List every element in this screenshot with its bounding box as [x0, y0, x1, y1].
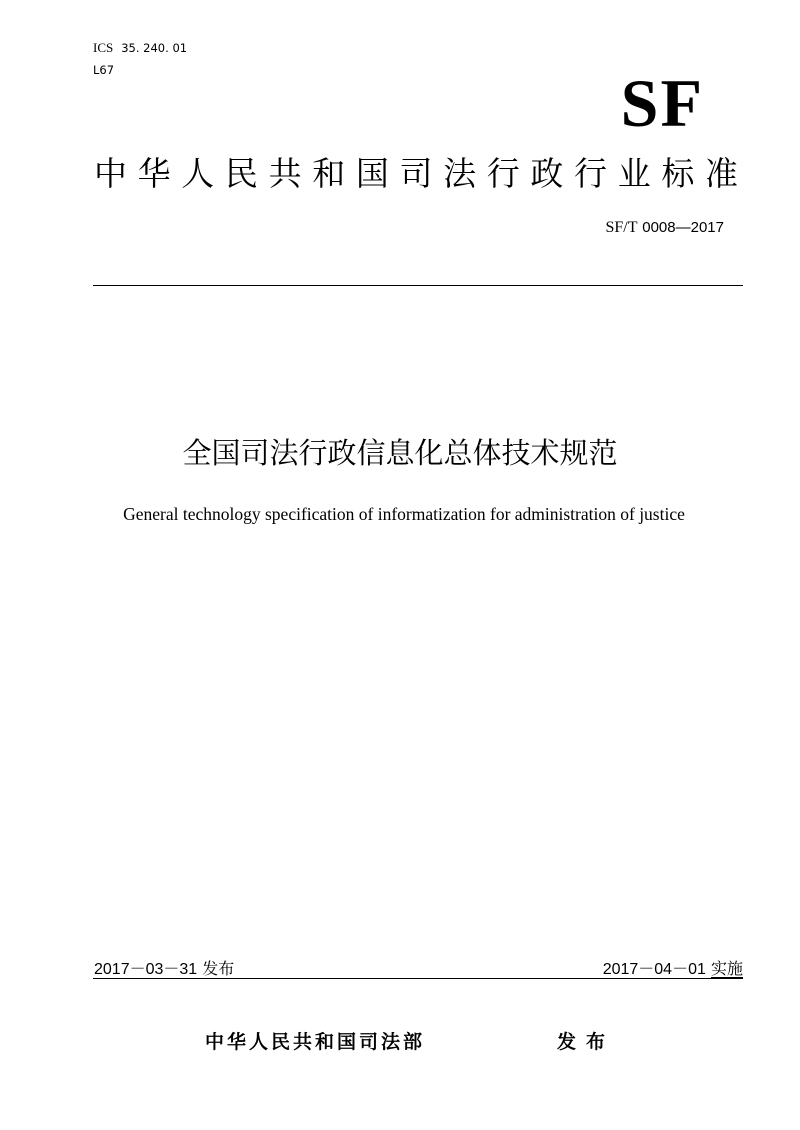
standard-category-char: 人 [181, 154, 215, 193]
standard-category-char: 华 [137, 154, 171, 193]
sf-logo: SF [620, 65, 704, 141]
standard-category-char: 业 [617, 154, 651, 193]
standard-category-char: 司 [399, 154, 433, 193]
standard-number [605, 217, 724, 238]
standard-category-char: 政 [530, 154, 564, 193]
standard-category-char: 民 [224, 154, 258, 193]
issuing-authority: 中华人民共和国司法部 [205, 1031, 426, 1053]
issuing-action: 发布 [557, 1031, 616, 1053]
standard-category-char: 法 [443, 154, 477, 193]
standard-category-char: 和 [312, 154, 346, 193]
document-title-chinese: 全国司法行政信息化总体技术规范 [182, 436, 618, 470]
standard-category-char: 行 [486, 154, 520, 193]
ccs-code: L67 [93, 63, 115, 77]
standard-category-char: 中 [94, 154, 127, 193]
issue-date: 2017－03－31 [94, 961, 198, 978]
implementation-date: 2017－04－01 [602, 961, 706, 978]
standard-category-char: 共 [268, 154, 302, 193]
standard-category-char: 准 [704, 154, 738, 193]
standard-category [94, 152, 738, 196]
document-title-english: General technology specification of informatization for administration of justice [123, 504, 685, 524]
implementation-label: 实施 [710, 959, 743, 978]
standard-number-prefix: SF/T [605, 219, 638, 236]
ics-code: 35. 240. 01 [121, 41, 188, 55]
issue-label: 发布 [202, 959, 235, 978]
standard-category-char: 国 [355, 154, 389, 193]
header-divider [93, 285, 743, 286]
footer-divider [93, 978, 743, 979]
standard-category-char: 行 [574, 154, 608, 193]
standard-category-char: 标 [661, 154, 695, 193]
standard-number-value: 0008—2017 [642, 219, 724, 236]
ics-classification [93, 40, 187, 56]
ics-label: ICS [93, 40, 114, 55]
